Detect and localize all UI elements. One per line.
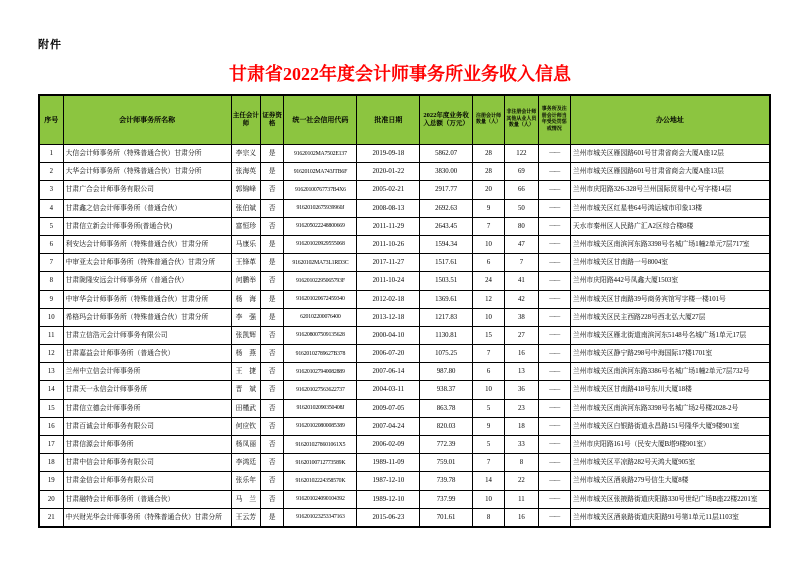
cell-date: 2004-03-11	[357, 381, 420, 399]
cell-staff: 22	[505, 472, 539, 490]
cell-chief: 张凯辉	[231, 326, 260, 344]
cell-address: 兰州市城关区红星巷64号鸿运城市印象13楼	[570, 199, 770, 217]
table-header	[39, 95, 770, 145]
cell-code: 91620100712773589K	[284, 454, 357, 472]
cell-code: 91620102224358570K	[284, 472, 357, 490]
cell-date: 1987-12-10	[357, 472, 420, 490]
cell-sec: 否	[260, 272, 283, 290]
cell-chief: 晋 斌	[231, 381, 260, 399]
cell-revenue: 1217.83	[420, 308, 473, 326]
cell-code: 916201020929555068	[284, 235, 357, 253]
cell-date: 2019-09-18	[357, 145, 420, 163]
cell-code: 620102200076400	[284, 308, 357, 326]
cell-cpa: 9	[472, 417, 504, 435]
cell-date: 2007-04-24	[357, 417, 420, 435]
cell-code: 91620102090350408J	[284, 399, 357, 417]
table-row	[39, 181, 770, 199]
cell-date: 2005-02-21	[357, 181, 420, 199]
cell-date: 2020-01-22	[357, 163, 420, 181]
cell-revenue: 3830.00	[420, 163, 473, 181]
cell-name: 中审华会计师事务所（特殊普通合伙）甘肃分所	[63, 290, 231, 308]
cell-staff: 23	[505, 399, 539, 417]
cell-cpa: 6	[472, 254, 504, 272]
cell-no: 16	[39, 417, 63, 435]
cell-staff: 41	[505, 272, 539, 290]
cell-date: 2006-02-09	[357, 436, 420, 454]
cell-staff: 27	[505, 326, 539, 344]
cell-sec: 否	[260, 326, 283, 344]
table-row	[39, 272, 770, 290]
cell-date: 1989-11-09	[357, 454, 420, 472]
cell-no: 17	[39, 436, 63, 454]
cell-staff: 11	[505, 490, 539, 508]
cell-penalty: ——	[538, 290, 570, 308]
cell-revenue: 772.39	[420, 436, 473, 454]
cell-revenue: 5862.07	[420, 145, 473, 163]
cell-penalty: ——	[538, 399, 570, 417]
cell-address: 兰州市城关区平凉路282号天鸿大厦905室	[570, 454, 770, 472]
table-row	[39, 145, 770, 163]
cell-revenue: 2643.45	[420, 217, 473, 235]
cell-name: 甘肃嘉益会计师事务所（普通合伙）	[63, 345, 231, 363]
attachment-label: 附件	[38, 39, 62, 51]
cell-code: 916205022248800669	[284, 217, 357, 235]
cell-sec: 否	[260, 345, 283, 363]
table-row	[39, 508, 770, 527]
table-row	[39, 399, 770, 417]
cell-sec: 否	[260, 217, 283, 235]
cell-name: 利安达会计师事务所（特殊普通合伙）甘肃分所	[63, 235, 231, 253]
col-header-chief: 主任会计师	[231, 95, 260, 145]
cell-no: 1	[39, 145, 63, 163]
cell-name: 中兴财光华会计师事务所（特殊普通合伙）甘肃分所	[63, 508, 231, 527]
cell-staff: 7	[505, 254, 539, 272]
cell-code: 91620102MA73L1RD3C	[284, 254, 357, 272]
cell-penalty: ——	[538, 454, 570, 472]
cell-no: 2	[39, 163, 63, 181]
table-row	[39, 254, 770, 272]
cell-code: 916201027940082889	[284, 363, 357, 381]
cell-no: 12	[39, 345, 63, 363]
revenue-table	[38, 94, 771, 528]
cell-date: 2013-12-18	[357, 308, 420, 326]
cell-sec: 否	[260, 381, 283, 399]
cell-address: 兰州市城关区南滨河东路3398号名城广场1幢2单元7层717室	[570, 235, 770, 253]
cell-staff: 66	[505, 181, 539, 199]
table-row	[39, 490, 770, 508]
cell-no: 14	[39, 381, 63, 399]
table-header-row	[39, 95, 770, 145]
cell-name: 甘肃信立新会计师事务所(普通合伙)	[63, 217, 231, 235]
cell-penalty: ——	[538, 199, 570, 217]
cell-date: 2012-02-18	[357, 290, 420, 308]
cell-sec: 否	[260, 399, 283, 417]
cell-date: 2007-06-14	[357, 363, 420, 381]
cell-no: 9	[39, 290, 63, 308]
table-row	[39, 290, 770, 308]
cell-address: 兰州市庆阳路442号凤鑫大厦1503室	[570, 272, 770, 290]
cell-address: 兰州市庆阳路326-328号兰州国际贸易中心写字楼14层	[570, 181, 770, 199]
cell-staff: 13	[505, 363, 539, 381]
cell-staff: 50	[505, 199, 539, 217]
cell-chief: 杨 燕	[231, 345, 260, 363]
cell-staff: 36	[505, 381, 539, 399]
cell-revenue: 701.61	[420, 508, 473, 527]
cell-date: 2000-04-10	[357, 326, 420, 344]
cell-sec: 否	[260, 436, 283, 454]
cell-no: 6	[39, 235, 63, 253]
cell-cpa: 20	[472, 181, 504, 199]
table-row	[39, 381, 770, 399]
cell-cpa: 14	[472, 472, 504, 490]
cell-date: 1989-12-10	[357, 490, 420, 508]
cell-chief: 富恒珍	[231, 217, 260, 235]
cell-cpa: 9	[472, 199, 504, 217]
cell-staff: 16	[505, 508, 539, 527]
cell-revenue: 1075.25	[420, 345, 473, 363]
cell-revenue: 820.03	[420, 417, 473, 435]
cell-address: 兰州市城关区甘南路39号商务宾馆写字楼一楼101号	[570, 290, 770, 308]
cell-cpa: 12	[472, 290, 504, 308]
cell-penalty: ——	[538, 436, 570, 454]
cell-cpa: 5	[472, 399, 504, 417]
cell-sec: 否	[260, 454, 283, 472]
cell-penalty: ——	[538, 381, 570, 399]
cell-name: 甘肃信立德会计师事务所	[63, 399, 231, 417]
cell-date: 2017-11-27	[357, 254, 420, 272]
cell-sec: 否	[260, 490, 283, 508]
cell-staff: 16	[505, 345, 539, 363]
cell-revenue: 1369.61	[420, 290, 473, 308]
cell-sec: 否	[260, 363, 283, 381]
cell-cpa: 28	[472, 163, 504, 181]
cell-chief: 何应钦	[231, 417, 260, 435]
cell-cpa: 10	[472, 235, 504, 253]
revenue-table-container	[38, 94, 771, 528]
cell-no: 21	[39, 508, 63, 527]
col-header-penalty: 事务所及注册会计师当年受处罚惩戒情况	[538, 95, 570, 145]
cell-name: 大信会计师事务所（特殊普通合伙）甘肃分所	[63, 145, 231, 163]
cell-date: 2009-07-05	[357, 399, 420, 417]
cell-address: 兰州市城关区甘南路418号东川大厦18楼	[570, 381, 770, 399]
cell-address: 兰州市城关区酒泉路街道庆阳路91号第1单元11层1103室	[570, 508, 770, 527]
cell-no: 15	[39, 399, 63, 417]
cell-name: 甘肃鑫之信会计师事务所（普通合伙）	[63, 199, 231, 217]
cell-address: 兰州市城关区甘南路一号8004室	[570, 254, 770, 272]
cell-chief: 郭锦峰	[231, 181, 260, 199]
cell-chief: 李鸿廷	[231, 454, 260, 472]
cell-sec: 是	[260, 145, 283, 163]
cell-penalty: ——	[538, 490, 570, 508]
table-row	[39, 436, 770, 454]
table-row	[39, 363, 770, 381]
col-header-revenue: 2022年度业务收入总额（万元）	[420, 95, 473, 145]
cell-cpa: 10	[472, 381, 504, 399]
cell-name: 甘肃融特会计师事务所（普通合伙）	[63, 490, 231, 508]
cell-cpa: 10	[472, 308, 504, 326]
cell-date: 2006-07-20	[357, 345, 420, 363]
cell-address: 兰州市城关区民主西路228号西北弘大厦27层	[570, 308, 770, 326]
cell-name: 甘肃天一永信会计师事务所	[63, 381, 231, 399]
cell-name: 甘肃信源会计师事务所	[63, 436, 231, 454]
cell-address: 兰州市城关区雁园路601号甘肃省商会大厦A座12层	[570, 145, 770, 163]
cell-date: 2008-08-13	[357, 199, 420, 217]
table-row	[39, 345, 770, 363]
cell-chief: 张乐年	[231, 472, 260, 490]
cell-chief: 王锋革	[231, 254, 260, 272]
cell-chief: 杨凤丽	[231, 436, 260, 454]
cell-cpa: 28	[472, 145, 504, 163]
cell-revenue: 739.78	[420, 472, 473, 490]
cell-code: 9162010278601061X5	[284, 436, 357, 454]
cell-code: 91620102675939960J	[284, 199, 357, 217]
cell-name: 兰州中立信会计师事务所	[63, 363, 231, 381]
cell-code: 916201027563622737	[284, 381, 357, 399]
cell-code: 91620100767737B4X6	[284, 181, 357, 199]
cell-no: 18	[39, 454, 63, 472]
cell-chief: 王云芳	[231, 508, 260, 527]
cell-address: 兰州市城关区南滨河东路3386号名城广场1幢2单元7层732号	[570, 363, 770, 381]
cell-chief: 李宗义	[231, 145, 260, 163]
cell-code: 916201024090104392	[284, 490, 357, 508]
cell-code: 91620102MA743JTB6F	[284, 163, 357, 181]
cell-no: 5	[39, 217, 63, 235]
cell-penalty: ——	[538, 308, 570, 326]
cell-code: 916208007509135628	[284, 326, 357, 344]
col-header-address: 办公地址	[570, 95, 770, 145]
cell-address: 天水市秦州区人民路广汇A2区综合楼8楼	[570, 217, 770, 235]
cell-name: 甘肃广合会计师事务有限公司	[63, 181, 231, 199]
col-header-staff: 非注册会计师其他从业人员数量（人）	[505, 95, 539, 145]
cell-staff: 42	[505, 290, 539, 308]
cell-revenue: 1594.34	[420, 235, 473, 253]
cell-chief: 王 捷	[231, 363, 260, 381]
cell-no: 20	[39, 490, 63, 508]
cell-address: 兰州市城关区南滨河东路3398号名城广场2号楼2028-2号	[570, 399, 770, 417]
cell-staff: 8	[505, 454, 539, 472]
cell-revenue: 987.80	[420, 363, 473, 381]
cell-cpa: 15	[472, 326, 504, 344]
cell-cpa: 7	[472, 345, 504, 363]
cell-name: 中审亚太会计师事务所（特殊普通合伙）甘肃分所	[63, 254, 231, 272]
cell-staff: 69	[505, 163, 539, 181]
table-row	[39, 235, 770, 253]
cell-cpa: 5	[472, 436, 504, 454]
cell-date: 2011-11-29	[357, 217, 420, 235]
table-row	[39, 417, 770, 435]
col-header-cpa: 注册会计师数量（人）	[472, 95, 504, 145]
cell-staff: 80	[505, 217, 539, 235]
cell-cpa: 8	[472, 508, 504, 527]
cell-revenue: 737.99	[420, 490, 473, 508]
col-header-date: 批准日期	[357, 95, 420, 145]
cell-no: 8	[39, 272, 63, 290]
cell-code: 91620102295065793F	[284, 272, 357, 290]
cell-name: 甘肃立信浩元会计师事务有限公司	[63, 326, 231, 344]
cell-code: 916201020800085389	[284, 417, 357, 435]
cell-penalty: ——	[538, 472, 570, 490]
cell-chief: 何鹏举	[231, 272, 260, 290]
cell-penalty: ——	[538, 345, 570, 363]
cell-revenue: 1130.81	[420, 326, 473, 344]
cell-sec: 是	[260, 254, 283, 272]
cell-cpa: 6	[472, 363, 504, 381]
cell-date: 2015-06-23	[357, 508, 420, 527]
cell-cpa: 7	[472, 454, 504, 472]
cell-code: 91620102789627B378	[284, 345, 357, 363]
col-header-name: 会计师事务所名称	[63, 95, 231, 145]
cell-penalty: ——	[538, 272, 570, 290]
cell-no: 11	[39, 326, 63, 344]
cell-revenue: 1503.51	[420, 272, 473, 290]
col-header-no: 序号	[39, 95, 63, 145]
cell-revenue: 938.37	[420, 381, 473, 399]
cell-no: 7	[39, 254, 63, 272]
cell-address: 兰州市城关区白银路街道永昌路151号隆华大厦9楼901室	[570, 417, 770, 435]
cell-penalty: ——	[538, 235, 570, 253]
cell-no: 19	[39, 472, 63, 490]
cell-date: 2011-10-26	[357, 235, 420, 253]
cell-staff: 47	[505, 235, 539, 253]
cell-name: 甘肃百诚会计师事务有限公司	[63, 417, 231, 435]
table-row	[39, 326, 770, 344]
cell-staff: 122	[505, 145, 539, 163]
cell-sec: 否	[260, 199, 283, 217]
cell-sec: 是	[260, 235, 283, 253]
table-row	[39, 199, 770, 217]
col-header-code: 统一社会信用代码	[284, 95, 357, 145]
cell-penalty: ——	[538, 217, 570, 235]
cell-sec: 否	[260, 472, 283, 490]
cell-sec: 是	[260, 508, 283, 527]
cell-address: 兰州市城关区雁园路601号甘肃省商会大厦A座13层	[570, 163, 770, 181]
cell-sec: 否	[260, 417, 283, 435]
cell-code: 916201020672459340	[284, 290, 357, 308]
cell-name: 甘肃金信会计师事务有限公司	[63, 472, 231, 490]
cell-code: 916201023253347163	[284, 508, 357, 527]
cell-revenue: 1517.61	[420, 254, 473, 272]
cell-code: 91620102MA7502E137	[284, 145, 357, 163]
cell-sec: 否	[260, 181, 283, 199]
cell-no: 13	[39, 363, 63, 381]
cell-penalty: ——	[538, 363, 570, 381]
cell-chief: 张伯斌	[231, 199, 260, 217]
cell-penalty: ——	[538, 181, 570, 199]
cell-no: 10	[39, 308, 63, 326]
cell-address: 兰州市庆阳路161号（民安大厦B塔9楼901室）	[570, 436, 770, 454]
cell-name: 大华会计师事务所（特殊普通合伙）甘肃分所	[63, 163, 231, 181]
cell-revenue: 759.01	[420, 454, 473, 472]
cell-chief: 杨 海	[231, 290, 260, 308]
cell-date: 2011-10-24	[357, 272, 420, 290]
cell-name: 希格玛会计师事务所（特殊普通合伙）甘肃分所	[63, 308, 231, 326]
cell-penalty: ——	[538, 417, 570, 435]
table-row	[39, 163, 770, 181]
cell-no: 3	[39, 181, 63, 199]
cell-chief: 李 强	[231, 308, 260, 326]
cell-address: 兰州市城关区静宁路298号中海国际17楼1701室	[570, 345, 770, 363]
cell-sec: 是	[260, 163, 283, 181]
col-header-sec: 证券资格	[260, 95, 283, 145]
table-row	[39, 217, 770, 235]
table-row	[39, 454, 770, 472]
cell-penalty: ——	[538, 145, 570, 163]
page-title: 甘肃省2022年度会计师事务所业务收入信息	[229, 64, 571, 84]
cell-address: 兰州市城关区雁北街道南滨河东5148号名城广场1单元17层	[570, 326, 770, 344]
cell-name: 甘肃中信会计师事务有限公司	[63, 454, 231, 472]
cell-penalty: ——	[538, 254, 570, 272]
cell-penalty: ——	[538, 326, 570, 344]
cell-staff: 18	[505, 417, 539, 435]
cell-staff: 33	[505, 436, 539, 454]
table-row	[39, 472, 770, 490]
cell-cpa: 7	[472, 217, 504, 235]
cell-name: 甘肃陇隆安远会计师事务所（普通合伙）	[63, 272, 231, 290]
cell-chief: 田槿武	[231, 399, 260, 417]
cell-sec: 是	[260, 290, 283, 308]
cell-address: 兰州市城关区酒泉路279号信生大厦8楼	[570, 472, 770, 490]
cell-chief: 张海英	[231, 163, 260, 181]
table-row	[39, 308, 770, 326]
cell-revenue: 2917.77	[420, 181, 473, 199]
cell-staff: 38	[505, 308, 539, 326]
cell-cpa: 10	[472, 490, 504, 508]
cell-sec: 是	[260, 308, 283, 326]
table-body	[39, 145, 770, 527]
cell-cpa: 24	[472, 272, 504, 290]
cell-no: 4	[39, 199, 63, 217]
cell-penalty: ——	[538, 163, 570, 181]
cell-chief: 马 兰	[231, 490, 260, 508]
cell-chief: 马康乐	[231, 235, 260, 253]
cell-revenue: 863.78	[420, 399, 473, 417]
cell-penalty: ——	[538, 508, 570, 527]
cell-revenue: 2692.63	[420, 199, 473, 217]
cell-address: 兰州市城关区张掖路街道庆阳路330号世纪广场B座22楼2201室	[570, 490, 770, 508]
